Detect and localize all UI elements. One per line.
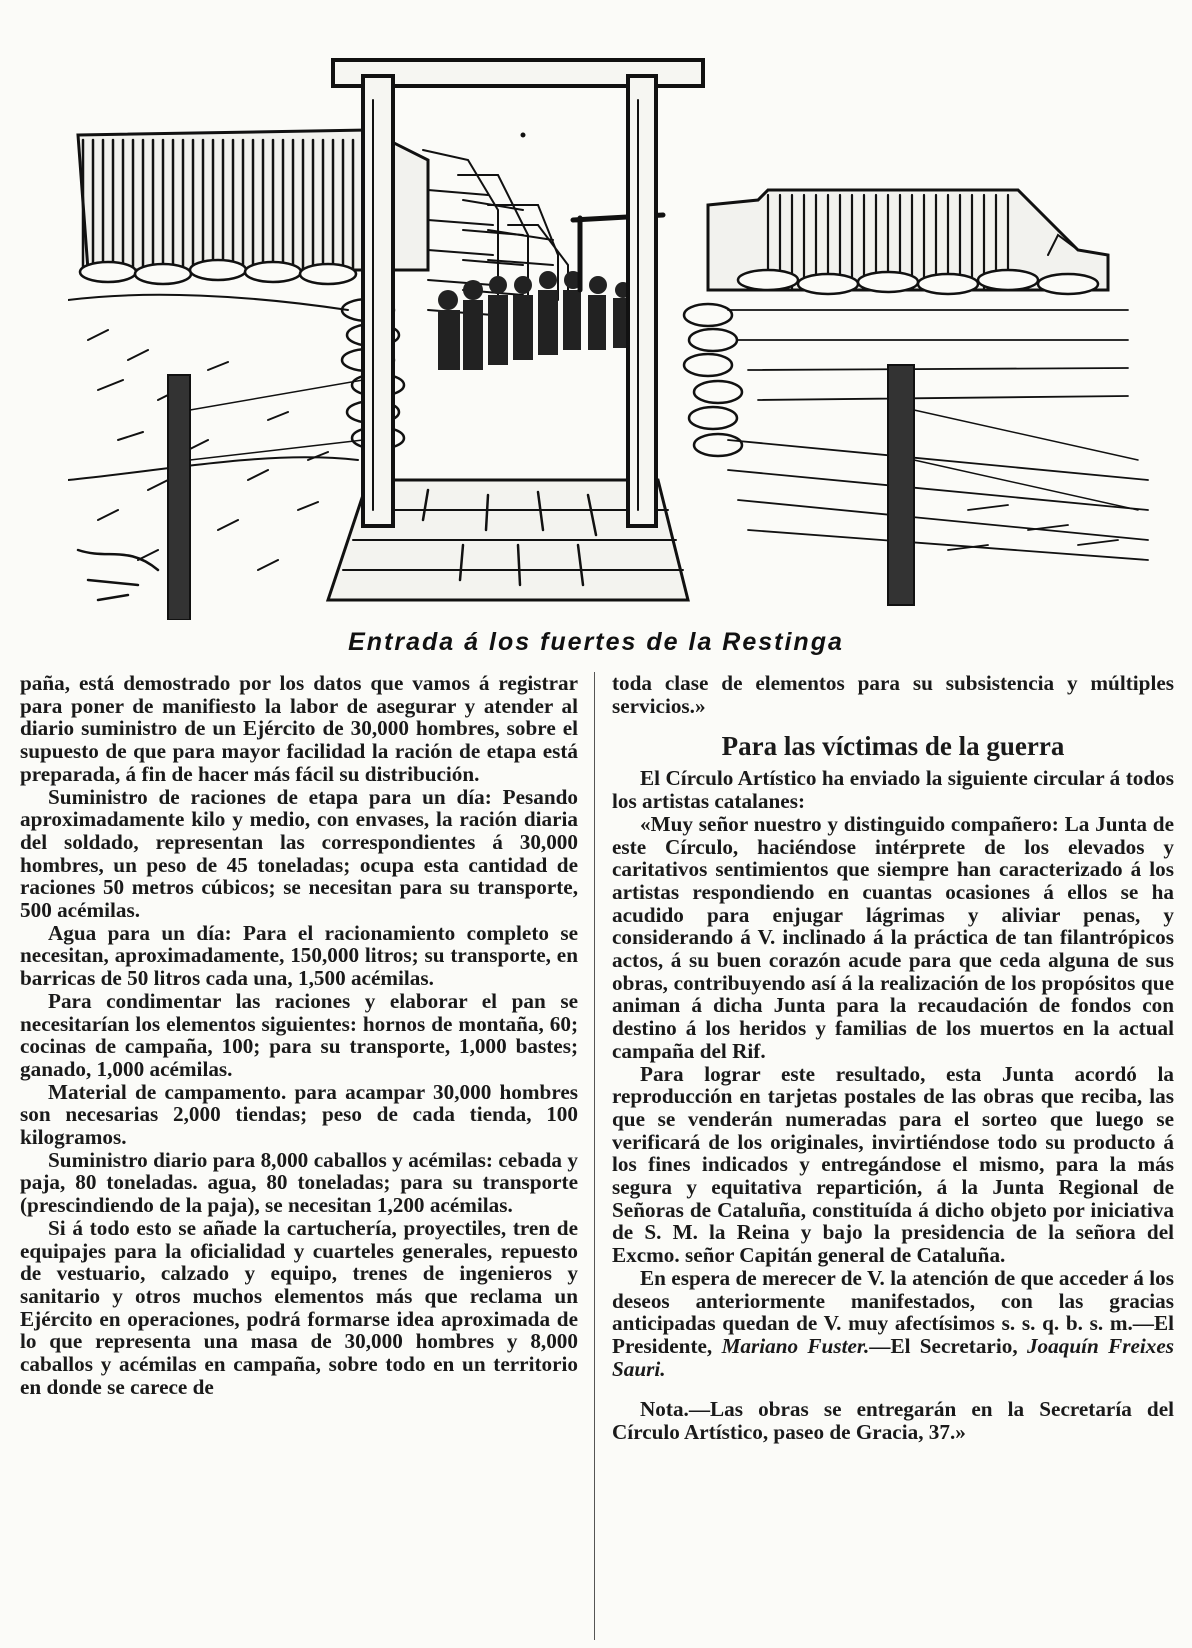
right-field (728, 310, 1148, 560)
paragraph-letter: «Muy señor nuestro y distinguido compañero: La Junta de este Círculo, haciéndose intérprete de los elevados y caritativos sentimientos que siempre han caracterizado á los artistas respondiendo en cuantas ocasiones á ellos se ha acudido para enjugar lágrimas y aliviar penas, y considerando á V. inclinado á la práctica de tan filantrópicos actos, á su buen corazón acude para que ceda alguna de sus obras, contribuyendo así á la realización de los propósitos que animan á dicha Junta para la recaudación de fondos con destino á los heridos y familias de los muertos en la actual campaña del Rif. (612, 811, 1174, 1063)
paragraph-horses: Suministro diario para 8,000 caballos y acémilas: cebada y paja, 80 toneladas. agua, 80 toneladas; para su transporte (prescindiendo de la paja), se necesitan 1,200 acémilas. (20, 1147, 578, 1218)
president-name: Mariano Fuster. (721, 1333, 870, 1358)
closing-text: En espera de merecer de V. la atención de que acceder á los deseos anteriormente manifestados, con las gracias anticipadas quedan de V. muy afectísimos s. s. q. b. s. m.—El Presidente, (612, 1265, 1174, 1358)
paragraph-summary: Si á todo esto se añade la cartuchería, proyectiles, tren de equipajes para la oficialidad y cuarteles generales, repuesto de vestuario, calzado y equipo, trenes de ingenieros y sanitario y otros muchos elementos más que reclama un Ejército en operaciones, podrá formarse idea aproximada de lo que representa una masa de 30,000 hombres y 8,000 caballos y acémilas en campaña, sobre todo en un territorio en donde se carece de (20, 1215, 578, 1399)
paragraph-continuation-right: toda clase de elementos para su subsistencia y múltiples servicios.» (612, 672, 1174, 718)
paragraph-result: Para lograr este resultado, esta Junta acordó la reproducción en tarjetas postales de las obras que reciba, las que se venderán numeradas para el sorteo que luego se verificará de los originales, invirtiéndose todo su producto á los fines indicados y entregándose el mismo, para la más segura y equitativa repartición, á la Junta Regional de Señoras de Cataluña, constituída á dicho objeto por iniciativa de S. M. la Reina y bajo la presidencia de la señora del Excmo. señor Capitán general de Cataluña. (612, 1061, 1174, 1268)
figure-caption: Entrada á los fuertes de la Restinga (348, 628, 844, 656)
ground-scribble (78, 550, 158, 600)
sandbags (80, 260, 1098, 456)
secretary-label: —El Secretario, (869, 1333, 1018, 1358)
paragraph-camp-material: Material de campamento. para acampar 30,000 hombres son necesarias 2,000 tiendas; peso de cada tienda, 100 kilogramos. (20, 1079, 578, 1150)
secretary-name: Joaquín Freixes Sauri. (612, 1333, 1174, 1381)
paragraph-closing (612, 1267, 1174, 1381)
article-heading: Para las víctimas de la guerra (721, 731, 1065, 762)
paragraph-rations: Suministro de raciones de etapa para un día: Pesando aproximadamente kilo y medio, con envases, la ración diaria del soldado, representan las correspondientes á 30,000 hombres, un peso de 45 toneladas; ocupa esta cantidad de raciones 50 metros cúbicos; se necesitan para su transporte, 500 acémilas. (20, 784, 578, 923)
paragraph-continuation: paña, está demostrado por los datos que vamos á registrar para poner de manifiesto la labor de asegurar y atender al diario suministro de un Ejército de 30,000 hombres, sobre el supuesto de que para mayor facilidad la ración de etapa está preparada, á fin de hacer más fácil su distribución. (20, 672, 578, 786)
main-gate (333, 60, 703, 526)
column-divider (594, 672, 595, 1640)
sky-speck (521, 133, 525, 137)
paragraph-intro: El Círculo Artístico ha enviado la siguiente circular á todos los artistas catalanes: (612, 766, 1174, 814)
illustration-fort-entrance (68, 40, 1168, 620)
right-column (612, 672, 1174, 1642)
paragraph-bread: Para condimentar las raciones y elaborar el pan se necesitarían los elementos siguientes: hornos de montaña, 60; cocinas de campaña, 100; para su transporte, 1,000 bastes; ganado, 1,000 acémilas. (20, 988, 578, 1081)
left-column (20, 672, 578, 1642)
left-embankment (68, 295, 358, 570)
paragraph-note: Nota.—Las obras se entregarán en la Secretaría del Círculo Artístico, paseo de Gracia, 37.» (612, 1397, 1174, 1445)
paragraph-water: Agua para un día: Para el racionamiento completo se necesitan, aproximadamente, 150,000 litros; su transporte, en barricas de 50 litros cada una, 1,500 acémilas. (20, 920, 578, 991)
soldier-crowd (438, 271, 631, 370)
